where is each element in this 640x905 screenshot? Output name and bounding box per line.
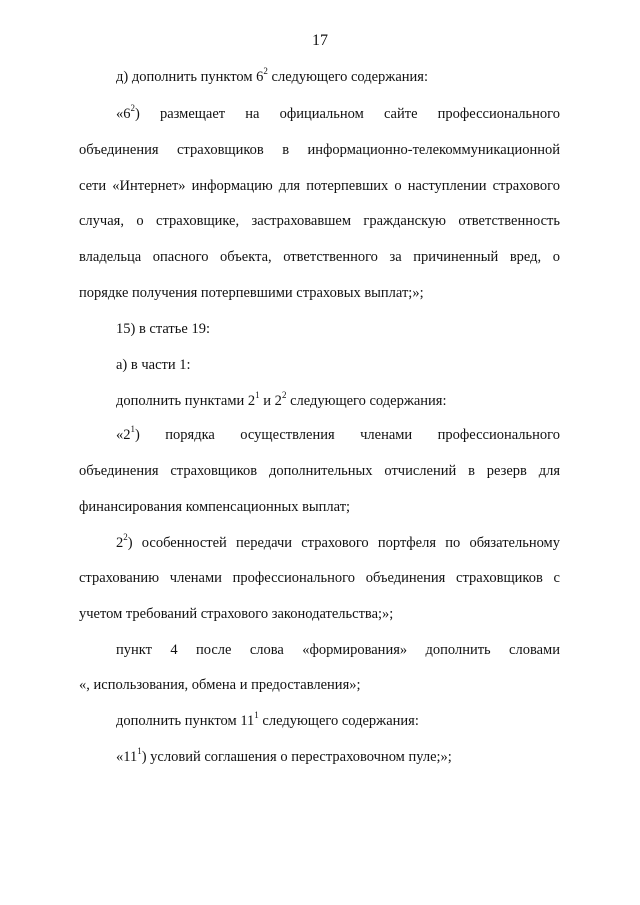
paragraph-line: страхованию членами профессионального объединения страховщиков с	[79, 570, 560, 586]
paragraph-line: владельца опасного объекта, ответственного за причиненный вред, о	[79, 249, 560, 265]
paragraph-line: $2^2$) особенностей передачи страхового портфеля по обязательному	[116, 532, 560, 551]
paragraph-line: «$6^2$) размещает на официальном сайте профессионального	[116, 103, 560, 122]
paragraph-line: пункт 4 после слова «формирования» дополнить словами	[116, 642, 560, 658]
paragraph-line: а) в части 1:	[116, 357, 191, 373]
paragraph-line: д) дополнить пунктом $6^2$ следующего содержания:	[116, 66, 428, 85]
paragraph-line: «$2^1$) порядка осуществления членами профессионального	[116, 424, 560, 443]
page-number: 17	[312, 32, 328, 49]
paragraph-line: дополнить пунктом $11^1$ следующего содержания:	[116, 710, 419, 729]
paragraph-line: «$11^1$) условий соглашения о перестраховочном пуле;»;	[116, 746, 452, 765]
paragraph-line: сети «Интернет» информацию для потерпевших о наступлении страхового	[79, 178, 560, 194]
paragraph-line: учетом требований страхового законодательства;»;	[79, 606, 394, 622]
paragraph-line: случая, о страховщике, застраховавшем гражданскую ответственность	[79, 213, 560, 229]
paragraph-line: порядке получения потерпевшими страховых выплат;»;	[79, 285, 424, 301]
paragraph-line: 15) в статье 19:	[116, 321, 210, 337]
paragraph-line: дополнить пунктами $2^1$ и $2^2$ следующего содержания:	[116, 390, 447, 409]
paragraph-line: объединения страховщиков дополнительных отчислений в резерв для	[79, 463, 560, 479]
paragraph-line: «, использования, обмена и предоставления»;	[79, 677, 361, 693]
paragraph-line: объединения страховщиков в информационно-телекоммуникационной	[79, 142, 560, 158]
paragraph-line: финансирования компенсационных выплат;	[79, 499, 351, 515]
